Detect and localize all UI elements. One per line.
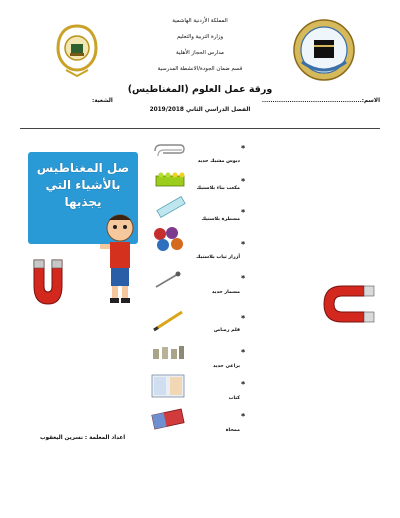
- item-star: *: [241, 177, 246, 186]
- poster-line-2: بالأشياء التي: [45, 178, 121, 192]
- header-school: مدارس الحجاز الأهلية: [176, 50, 224, 56]
- item-star: *: [241, 314, 246, 323]
- header-kingdom: المملكة الأردنية الهاشمية: [172, 18, 228, 24]
- buttons-icon[interactable]: [152, 226, 186, 252]
- ruler-icon[interactable]: [156, 196, 186, 218]
- term-label: الفصل الدراسي الثاني 2019/2018: [149, 107, 251, 113]
- item-label: مكعب بناء بلاستيك: [196, 186, 240, 191]
- item-star: *: [241, 144, 246, 153]
- item-label: أزرار ثياب بلاستيك: [196, 255, 240, 260]
- header-ministry: وزارة التربية والتعليم: [176, 34, 224, 40]
- item-star: *: [241, 412, 246, 421]
- student-name-field[interactable]: الاسم:...............................................: [261, 98, 380, 104]
- poster-text: [28, 160, 138, 211]
- item-star: *: [241, 380, 246, 389]
- header-department: قسم ضمان الجودة/الانشطة المدرسية: [157, 66, 243, 72]
- item-label: دبوس مشبك حديد: [197, 159, 240, 164]
- teacher-credit: اعداد المعلمة : نسرين اليعقوب: [40, 435, 126, 441]
- item-label: مسطرة بلاستيك: [201, 217, 240, 222]
- header-divider: [20, 128, 380, 129]
- nail-icon[interactable]: [152, 270, 182, 290]
- item-star: *: [241, 208, 246, 217]
- item-star: *: [241, 240, 246, 249]
- item-label: قلم رصاص: [213, 328, 240, 333]
- item-label: براغي حديد: [212, 364, 240, 369]
- poster-line-3: يجذبها: [64, 195, 102, 209]
- worksheet-title: ورقة عمل العلوم (المغناطيس): [127, 84, 273, 95]
- paperclip-icon[interactable]: [152, 142, 186, 160]
- section-field[interactable]: الشعبة:: [92, 98, 113, 104]
- magnet-icon[interactable]: [320, 280, 380, 328]
- cartoon-boy-icon: [100, 212, 138, 307]
- item-label: مسمار حديد: [211, 290, 240, 295]
- item-label: كتاب: [228, 396, 240, 401]
- poster-magnet-icon: [28, 258, 68, 308]
- item-star: *: [241, 348, 246, 357]
- screws-icon[interactable]: [150, 343, 186, 361]
- item-label: ممحاة: [225, 428, 240, 433]
- item-star: *: [241, 274, 246, 283]
- poster-line-1: صل المغناطيس: [36, 161, 130, 175]
